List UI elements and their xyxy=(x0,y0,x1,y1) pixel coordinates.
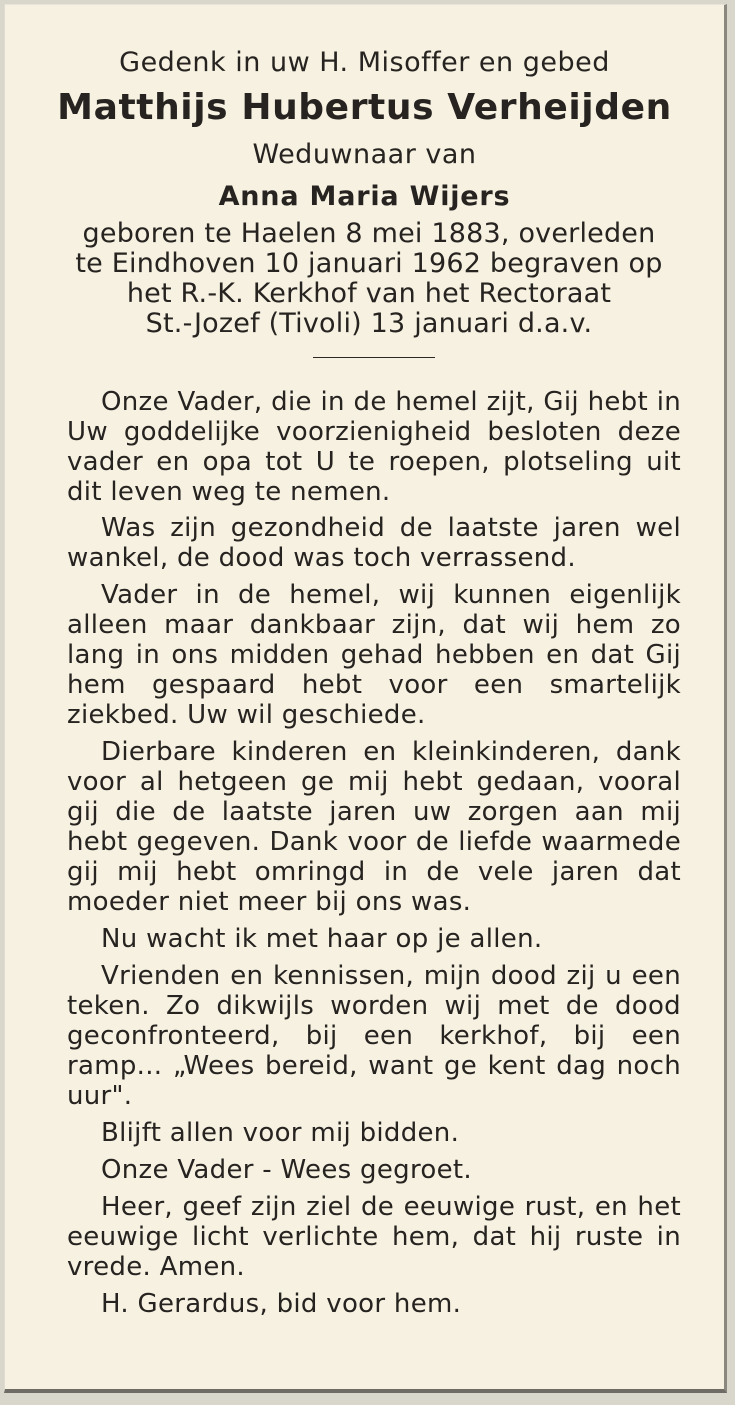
paragraph: Vader in de hemel, wij kunnen eigenlijk alleen maar dankbaar zijn, dat wij hem zo lang in ons midden gehad hebben en dat Gij hem gespaard hebt voor een smartelijk ziekbed. Uw wil geschiede. xyxy=(67,580,681,730)
intro-line: Gedenk in uw H. Misoffer en gebed xyxy=(119,47,610,78)
memorial-card xyxy=(4,4,727,1393)
bio-line: St.-Jozef (Tivoli) 13 januari d.a.v. xyxy=(145,308,593,339)
bio-line: het R.-K. Kerkhof van het Rectoraat xyxy=(126,278,612,309)
paragraph: Onze Vader - Wees gegroet. xyxy=(101,1155,472,1185)
paragraph: Nu wacht ik met haar op je allen. xyxy=(101,924,543,954)
paragraph: Vrienden en kennissen, mijn dood zij u een teken. Zo dikwijls worden wij met de dood geconfronteerd, bij een kerkhof, bij een ramp... „Wees bereid, want ge kent dag noch uur". xyxy=(67,961,681,1111)
paragraph: Heer, geef zijn ziel de eeuwige rust, en het eeuwige licht verlichte hem, dat hij ruste in vrede. Amen. xyxy=(67,1192,681,1282)
paragraph: H. Gerardus, bid voor hem. xyxy=(101,1289,462,1319)
paragraph: Blijft allen voor mij bidden. xyxy=(101,1118,460,1148)
paragraph: Onze Vader, die in de hemel zijt, Gij hebt in Uw goddelijke voorzienigheid besloten deze vader en opa tot U te roepen, plotseling uit dit leven weg te nemen. xyxy=(67,387,681,507)
spouse-name: Anna Maria Wijers xyxy=(218,181,511,212)
relation-line: Weduwnaar van xyxy=(252,139,477,170)
bio-line: te Eindhoven 10 januari 1962 begraven op xyxy=(75,248,663,279)
prayer-text xyxy=(67,387,681,1326)
paragraph: Dierbare kinderen en kleinkinderen, dank voor al hetgeen ge mij hebt gedaan, vooral gij die de laatste jaren uw zorgen aan mij hebt gegeven. Dank voor de liefde waarmede gij mij hebt omringd in de vele jaren dat moeder niet meer bij ons was. xyxy=(67,737,681,917)
paragraph: Was zijn gezondheid de laatste jaren wel wankel, de dood was toch verrassend. xyxy=(67,513,681,573)
bio-line: geboren te Haelen 8 mei 1883, overleden xyxy=(82,218,656,249)
divider xyxy=(313,357,435,358)
biography xyxy=(63,219,675,339)
deceased-name: Matthijs Hubertus Verheijden xyxy=(57,87,672,128)
